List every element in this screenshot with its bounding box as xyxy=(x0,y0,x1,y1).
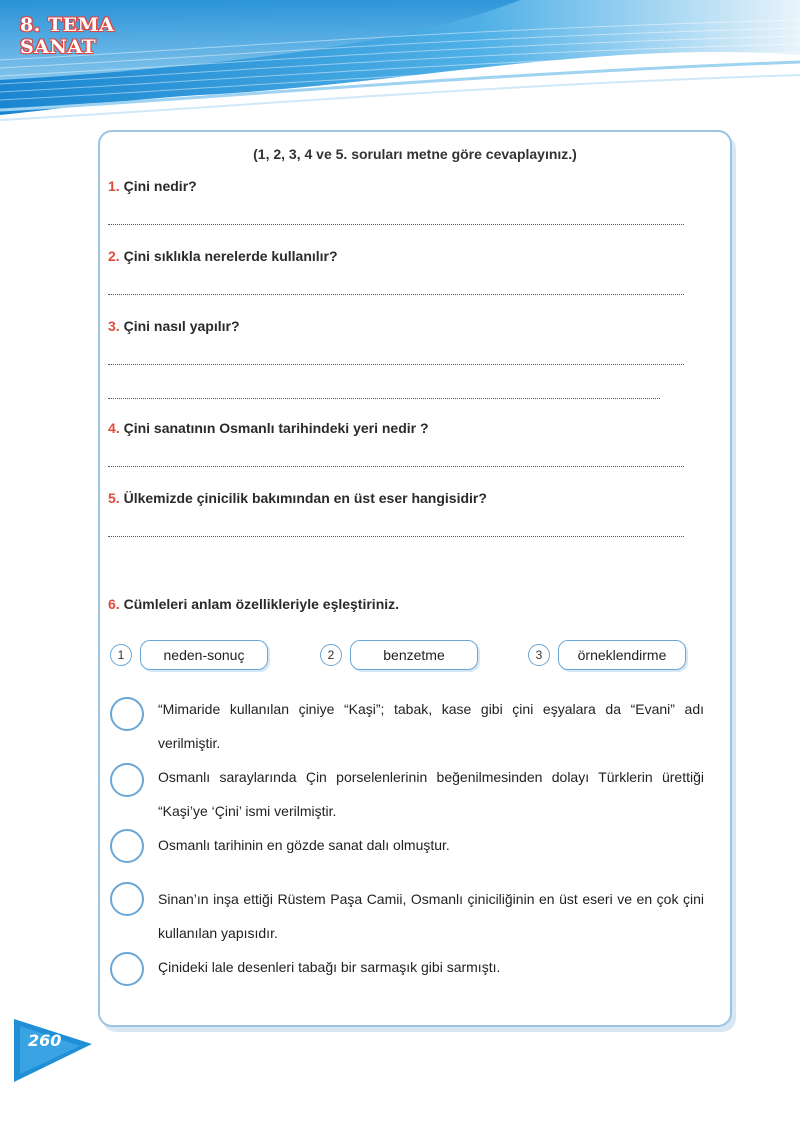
question-number: 5. xyxy=(108,490,120,506)
question-1 xyxy=(108,178,197,194)
question-text: Çini nedir? xyxy=(123,178,197,194)
worksheet-card xyxy=(98,130,732,1027)
page-number: 260 xyxy=(28,1031,62,1050)
answer-line[interactable] xyxy=(108,294,684,295)
question-text: Cümleleri anlam özellikleriyle eşleştiriniz. xyxy=(123,596,400,612)
wave-decoration xyxy=(0,0,800,125)
option-number: 1 xyxy=(110,644,132,666)
statement-5: Çinideki lale desenleri tabağı bir sarmaşık gibi sarmıştı. xyxy=(158,959,501,975)
answer-circle[interactable] xyxy=(110,763,144,797)
question-6 xyxy=(108,596,399,612)
option-label: neden-sonuç xyxy=(140,640,268,670)
question-text: Çini nasıl yapılır? xyxy=(123,318,240,334)
question-number: 1. xyxy=(108,178,120,194)
question-4 xyxy=(108,420,429,436)
theme-label xyxy=(20,14,114,58)
option-number: 3 xyxy=(528,644,550,666)
answer-line[interactable] xyxy=(108,398,660,399)
header-banner xyxy=(0,0,800,125)
answer-line[interactable] xyxy=(108,364,684,365)
statement-2: Osmanlı saraylarında Çin porselenlerinin beğenilmesinden dolayı Türklerin ürettiği “Kaşi’ye ‘Çini’ ismi verilmiştir. xyxy=(158,769,704,819)
answer-circle[interactable] xyxy=(110,829,144,863)
answer-circle[interactable] xyxy=(110,952,144,986)
theme-number: 8. TEMA xyxy=(20,14,115,36)
statement-4: Sinan’ın inşa ettiği Rüstem Paşa Camii, Osmanlı çiniciliğinin en üst eseri ve en çok çini kullanılan yapısıdır. xyxy=(158,891,704,941)
answer-line[interactable] xyxy=(108,224,684,225)
answer-line[interactable] xyxy=(108,536,684,537)
question-3 xyxy=(108,318,240,334)
question-text: Çini sıklıkla nerelerde kullanılır? xyxy=(123,248,338,264)
question-number: 4. xyxy=(108,420,120,436)
question-5 xyxy=(108,490,487,506)
question-text: Çini sanatının Osmanlı tarihindeki yeri nedir ? xyxy=(123,420,429,436)
instruction-text: (1, 2, 3, 4 ve 5. soruları metne göre cevaplayınız.) xyxy=(253,146,577,162)
option-3 xyxy=(528,640,686,670)
option-2 xyxy=(320,640,478,670)
statement-1: “Mimaride kullanılan çiniye “Kaşi”; tabak, kase gibi çini eşyalara da “Evani” adı verilmiştir. xyxy=(158,701,704,751)
question-number: 3. xyxy=(108,318,120,334)
answer-line[interactable] xyxy=(108,466,684,467)
option-number: 2 xyxy=(320,644,342,666)
option-label: benzetme xyxy=(350,640,478,670)
question-2 xyxy=(108,248,338,264)
answer-circle[interactable] xyxy=(110,882,144,916)
question-text: Ülkemizde çinicilik bakımından en üst eser hangisidir? xyxy=(123,490,487,506)
question-number: 2. xyxy=(108,248,120,264)
question-number: 6. xyxy=(108,596,120,612)
option-label: örneklendirme xyxy=(558,640,686,670)
theme-name: SANAT xyxy=(20,36,97,58)
answer-circle[interactable] xyxy=(110,697,144,731)
statement-3: Osmanlı tarihinin en gözde sanat dalı olmuştur. xyxy=(158,837,450,853)
option-1 xyxy=(110,640,268,670)
